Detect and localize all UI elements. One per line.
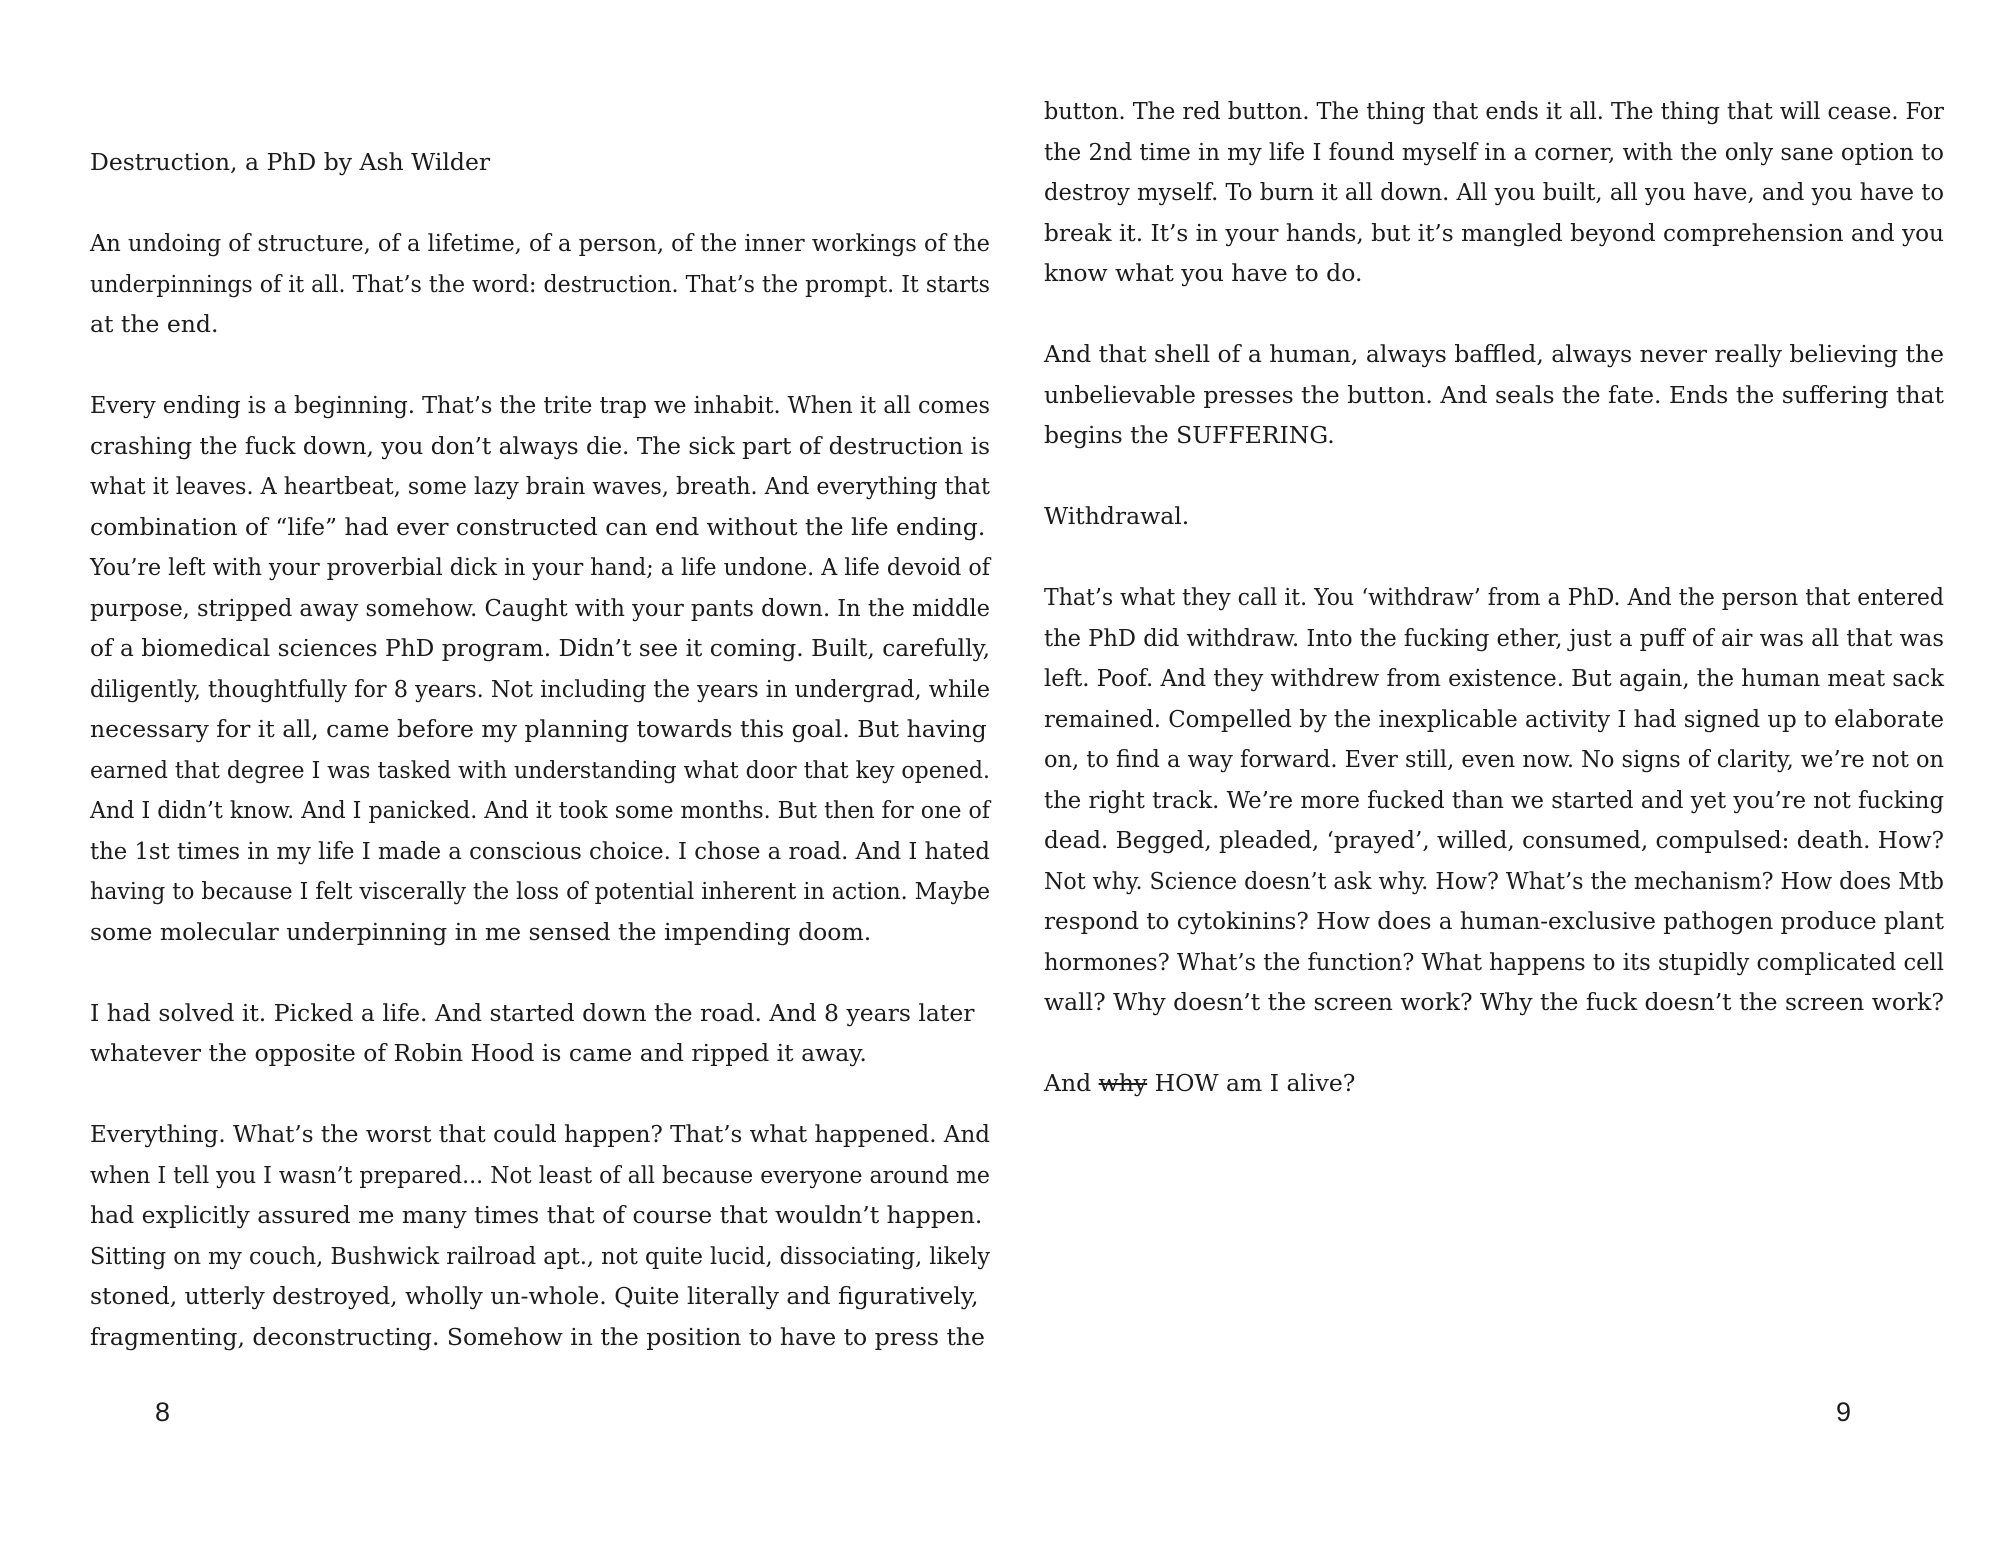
text-line: fragmenting, deconstructing. Somehow in the position to have to press the [90,1322,985,1351]
text-line: the 2nd time in my life I found myself in a corner, with the only sane option to [1044,137,1944,166]
text-line: some molecular underpinning in me sensed the impending doom. [90,917,872,946]
text-line: purpose, stripped away somehow. Caught with your pants down. In the middle [90,593,990,622]
text-line: the PhD did withdraw. Into the fucking ether, just a puff of air was all that was [1044,623,1944,652]
struck-word: why [1098,1069,1148,1097]
text-line: necessary for it all, came before my planning towards this goal. But having [90,715,987,743]
text-line: diligently, thoughtfully for 8 years. Not including the years in undergrad, while [90,674,990,703]
text-line: had explicitly assured me many times that of course that wouldn’t happen. [90,1201,983,1229]
text-line: know what you have to do. [1044,259,1363,287]
text-line: I had solved it. Picked a life. And started down the road. And 8 years later [90,998,975,1027]
text-line: You’re left with your proverbial dick in your hand; a life undone. A life devoid of [90,553,990,581]
text-line: respond to cytokinins? How does a human-exclusive pathogen produce plant [1044,907,1944,935]
text-line: That’s what they call it. You ‘withdraw’ from a PhD. And the person that entered [1044,583,1944,611]
paragraph [90,993,990,1074]
text-line: hormones? What’s the function? What happens to its stupidly complicated cell [1044,947,1944,976]
text-line: dead. Begged, pleaded, ‘prayed’, willed, consumed, compulsed: death. How? [1044,826,1944,854]
paragraph [90,385,990,952]
paragraph [1044,496,1944,537]
page-number-left: 8 [155,1397,171,1427]
text-line: button. The red button. The thing that ends it all. The thing that will cease. For [1044,97,1944,125]
paragraph [1044,577,1944,1023]
text-line: left. Poof. And they withdrew from existence. But again, the human meat sack [1044,664,1944,692]
text-line: Everything. What’s the worst that could happen? That’s what happened. And [90,1120,990,1148]
closing-line-end: HOW am I alive? [1147,1069,1356,1097]
paragraph [1044,91,1944,294]
right-page-text [1044,91,1944,1104]
text-line: Withdrawal. [1044,502,1190,530]
text-line: Every ending is a beginning. That’s the trite trap we inhabit. When it all comes [90,391,990,419]
text-line: Not why. Science doesn’t ask why. How? What’s the mechanism? How does Mtb [1044,866,1944,895]
right-page [1000,0,2000,1545]
text-line: An undoing of structure, of a lifetime, of a person, of the inner workings of the [90,229,990,257]
left-page-text [90,142,990,1357]
text-line: begins the SUFFERING. [1044,421,1335,449]
right-paragraphs [1044,91,1944,1023]
text-line: And I didn’t know. And I panicked. And it took some months. But then for one of [90,796,990,824]
text-line: when I tell you I wasn’t prepared... Not least of all because everyone around me [90,1160,990,1189]
text-line: unbelievable presses the button. And seals the fate. Ends the suffering that [1044,380,1944,409]
paragraph [90,1114,990,1357]
text-line: having to because I felt viscerally the loss of potential inherent in action. Maybe [90,877,990,905]
text-line: destroy myself. To burn it all down. All you built, all you have, and you have to [1044,178,1944,206]
paragraph [90,223,990,345]
text-line: the 1st times in my life I made a conscious choice. I chose a road. And I hated [90,836,990,865]
page-number-right: 9 [1836,1397,1852,1427]
text-line: underpinnings of it all. That’s the word: destruction. That’s the prompt. It starts [90,269,990,298]
text-line: wall? Why doesn’t the screen work? Why the fuck doesn’t the screen work? [1044,988,1944,1016]
text-line: crashing the fuck down, you don’t always die. The sick part of destruction is [90,431,990,460]
text-line: on, to find a way forward. Ever still, even now. No signs of clarity, we’re not on [1044,745,1944,773]
text-line: what it leaves. A heartbeat, some lazy brain waves, breath. And everything that [90,472,990,500]
text-line: of a biomedical sciences PhD program. Didn’t see it coming. Built, carefully, [90,634,990,662]
closing-line-start: And [1044,1069,1099,1097]
paragraph [1044,334,1944,456]
text-line: the right track. We’re more fucked than we started and yet you’re not fucking [1044,785,1944,814]
text-line: whatever the opposite of Robin Hood is came and ripped it away. [90,1039,867,1067]
text-line: at the end. [90,310,219,338]
text-line: remained. Compelled by the inexplicable activity I had signed up to elaborate [1044,704,1944,733]
text-line: combination of “life” had ever constructed can end without the life ending. [90,512,986,541]
text-line: And that shell of a human, always baffled, always never really believing the [1044,340,1944,368]
left-paragraphs [90,223,990,1357]
text-line: Sitting on my couch, Bushwick railroad apt., not quite lucid, dissociating, likely [90,1241,990,1270]
text-line: break it. It’s in your hands, but it’s mangled beyond comprehension and you [1044,218,1944,247]
document-title: Destruction, a PhD by Ash Wilder [90,148,491,176]
text-line: earned that degree I was tasked with understanding what door that key opened. [90,755,990,784]
text-line: stoned, utterly destroyed, wholly un-whole. Quite literally and figuratively, [90,1282,979,1310]
closing-line [1044,1063,1944,1104]
